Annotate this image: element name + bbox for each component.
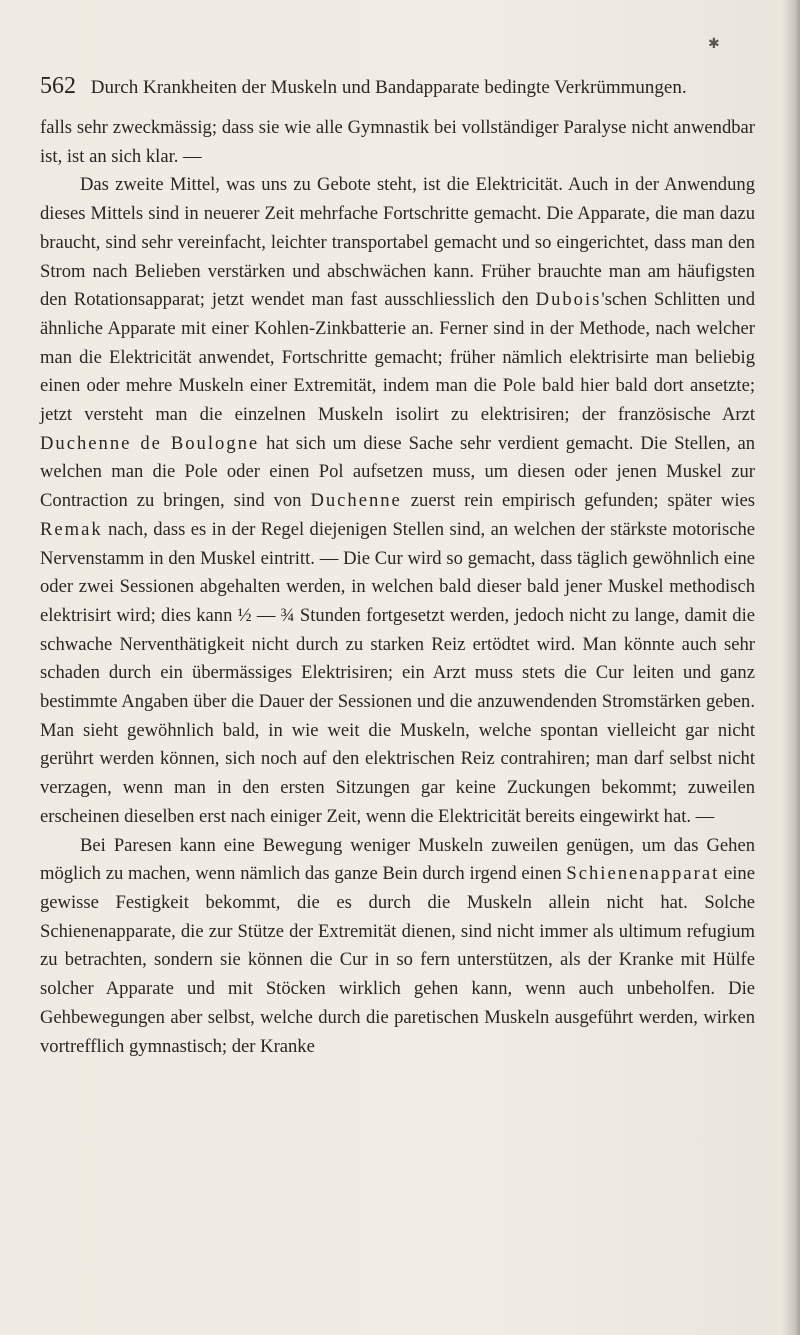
running-header xyxy=(40,74,760,100)
running-title: Durch Krankheiten der Muskeln und Bandapparate bedingte Verkrümmungen. xyxy=(90,77,687,98)
text-run: hat sich um diese Sache sehr verdient gemacht. Die Stellen, an welchen man die Pole oder einen Pol aufsetzen muss, um diesen oder jenen Muskel zur Contraction zu bringen, sind von xyxy=(40,432,755,512)
spaced-name: Duchenne xyxy=(310,490,402,512)
spaced-name: Dubois xyxy=(535,289,602,311)
paragraph xyxy=(40,832,755,1062)
text-run: Bei Paresen kann eine Bewegung weniger Muskeln zuweilen genügen, um das Gehen möglich zu machen, wenn nämlich das ganze Bein durch irgend einen xyxy=(40,834,755,885)
text-run: 'schen Schlitten und ähnliche Apparate mit einer Kohlen-Zinkbatterie an. Ferner sind in der Methode, nach welcher man die Elektricität anwendet, Fortschritte gemacht; früher nämlich elektrisirte man beliebig einen oder mehre Muskeln einer Extremität, indem man die Pole bald hier bald dort ansetzte; jetzt versteht man die einzelnen Muskeln isolirt zu elektrisiren; der französische Arzt xyxy=(40,289,755,426)
spaced-name: Remak xyxy=(40,518,103,540)
page-edge-shadow xyxy=(782,0,800,1335)
text-run: eine gewisse Festigkeit bekommt, die es durch die Muskeln allein nicht hat. Solche Schienenapparate, die zur Stütze der Extremität dienen, sind nicht immer als ultimum refugium zu betrachten, sondern sie können die Cur in so fern unterstützen, als der Kranke mit Hülfe solcher Apparate und mit Stöcken wirklich gehen kann, wenn auch unbeholfen. Die Gehbewegungen aber selbst, welche durch die paretischen Muskeln ausgeführt werden, wirken vortrefflich gymnastisch; der Kranke xyxy=(40,863,755,1057)
spaced-name: Schienenapparat xyxy=(566,863,720,885)
text-run: zuerst rein empirisch gefunden; später wies xyxy=(401,490,755,512)
paragraph xyxy=(40,114,755,171)
spaced-name: Duchenne de Boulogne xyxy=(40,432,260,454)
page-number: 562 xyxy=(40,73,76,99)
printer-mark: ✱ xyxy=(708,36,720,52)
paragraph xyxy=(40,171,755,831)
text-run: nach, dass es in der Regel diejenigen Stellen sind, an welchen der stärkste motorische Nervenstamm in den Muskel eintritt. — Die Cur wird so gemacht, dass täglich gewöhnlich eine oder zwei Sessionen abgehalten werden, in welchen bald dieser bald jener Muskel methodisch elektrisirt wird; dies kann ½ — ¾ Stunden fortgesetzt werden, jedoch nicht zu lange, damit die schwache Nerventhätigkeit nicht durch zu starken Reiz ertödtet wird. Man könnte auch sehr schaden durch ein übermässiges Elektrisiren; ein Arzt muss stets die Cur leiten und ganz bestimmte Angaben über die Dauer der Sessionen und die anzuwendenden Stromstärken geben. Man sieht gewöhnlich bald, in wie weit die Muskeln, welche spontan vielleicht gar nicht gerührt werden können, sich noch auf den elektrischen Reiz contrahiren; man darf selbst nicht verzagen, wenn man in den ersten Sitzungen gar keine Zuckungen bekommt; zuweilen erscheinen dieselben erst nach einiger Zeit, wenn die Elektricität bereits eingewirkt hat. — xyxy=(40,518,755,827)
body-text xyxy=(40,114,755,1061)
text-run: falls sehr zweckmässig; dass sie wie alle Gymnastik bei vollständiger Paralyse nicht anwendbar ist, ist an sich klar. — xyxy=(40,117,755,167)
text-run: Das zweite Mittel, was uns zu Gebote steht, ist die Elektricität. Auch in der Anwendung dieses Mittels sind in neuerer Zeit mehrfache Fortschritte gemacht. Die Apparate, die man dazu braucht, sind sehr vereinfacht, leichter transportabel gemacht und so eingerichtet, dass man den Strom nach Belieben verstärken und abschwächen kann. Früher brauchte man am häufigsten den Rotationsapparat; jetzt wendet man fast ausschliesslich den xyxy=(40,174,755,311)
